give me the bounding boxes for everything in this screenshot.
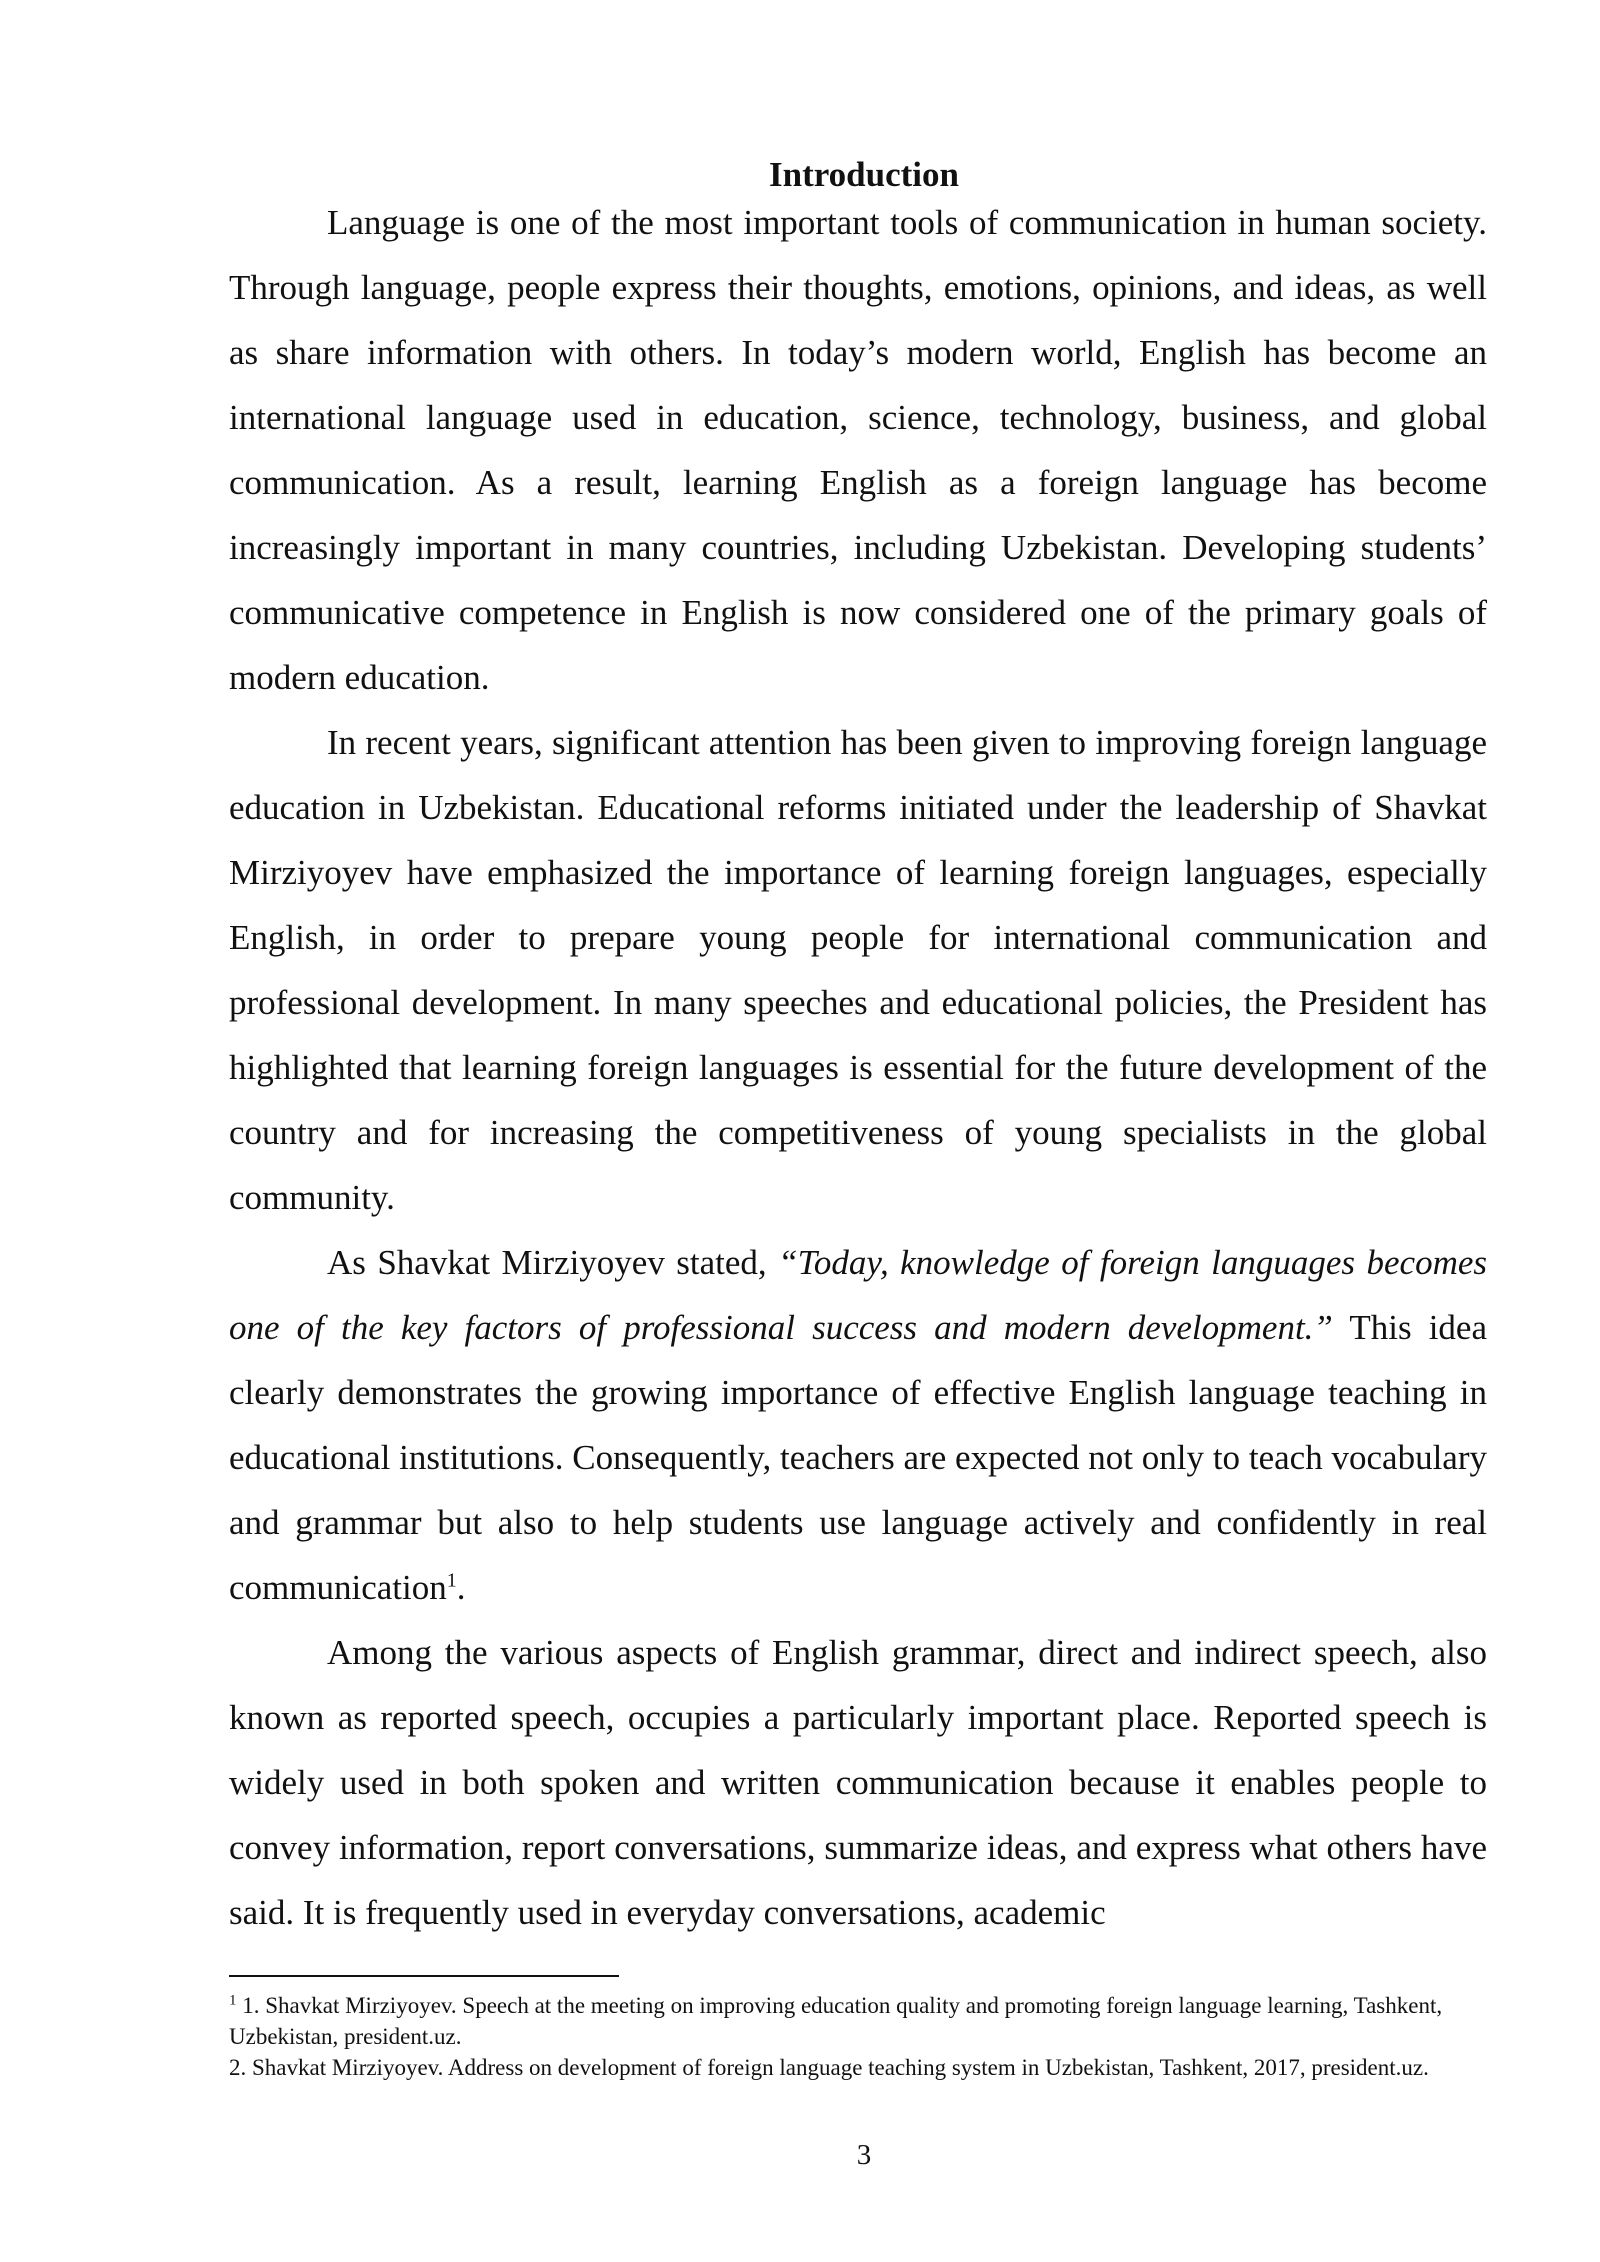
footnote-reference[interactable]: 1 bbox=[446, 1569, 457, 1592]
footnote-2: 2. Shavkat Mirziyoyev. Address on development of foreign language teaching system in Uzbekistan, Tashkent, 2017, president.uz. bbox=[229, 2055, 1429, 2080]
footnote-1-text: 1. Shavkat Mirziyoyev. Speech at the meeting on improving education quality and promoting foreign language learning, Tashkent, Uzbekistan, president.uz. bbox=[229, 1993, 1443, 2049]
page-number: 3 bbox=[856, 2139, 872, 2171]
paragraph-3 bbox=[229, 1230, 1487, 1620]
mirziyoyev-quote: “Today, knowledge of foreign languages becomes one of the key factors of professional success and modern development.” bbox=[229, 1243, 1488, 1347]
page-title: Introduction bbox=[769, 155, 959, 194]
footnotes bbox=[229, 1990, 1487, 2083]
paragraph-3-end: . bbox=[456, 1568, 466, 1607]
footnote-1 bbox=[229, 1990, 1487, 2052]
paragraph-3-rest: This idea clearly demonstrates the growing importance of effective English language teaching in educational institutions. Consequently, teachers are expected not only to teach vocabulary and grammar but also to help students use language actively and confidently in real communication bbox=[229, 1308, 1487, 1607]
footnote-mark: 1 bbox=[229, 1992, 237, 2009]
paragraph-4: Among the various aspects of English grammar, direct and indirect speech, also known as reported speech, occupies a particularly important place. Reported speech is widely used in both spoken and written communication because it enables people to convey information, report conversations, summarize ideas, and express what others have said. It is frequently used in everyday conversations, academic bbox=[229, 1633, 1487, 1932]
paragraph-3-lead: As Shavkat Mirziyoyev stated, bbox=[327, 1243, 779, 1282]
body-text bbox=[229, 190, 1487, 1945]
footnote-separator bbox=[229, 1975, 619, 1977]
paragraph-1: Language is one of the most important tools of communication in human society. Through language, people express their thoughts, emotions, opinions, and ideas, as well as share information with others. In today’s modern world, English has become an international language used in education, science, technology, business, and global communication. As a result, learning English as a foreign language has become increasingly important in many countries, including Uzbekistan. Developing students’ communicative competence in English is now considered one of the primary goals of modern education. bbox=[229, 203, 1487, 697]
paragraph-2: In recent years, significant attention has been given to improving foreign language education in Uzbekistan. Educational reforms initiated under the leadership of Shavkat Mirziyoyev have emphasized the importance of learning foreign languages, especially English, in order to prepare young people for international communication and professional development. In many speeches and educational policies, the President has highlighted that learning foreign languages is essential for the future development of the country and for increasing the competitiveness of young specialists in the global community. bbox=[229, 723, 1487, 1217]
